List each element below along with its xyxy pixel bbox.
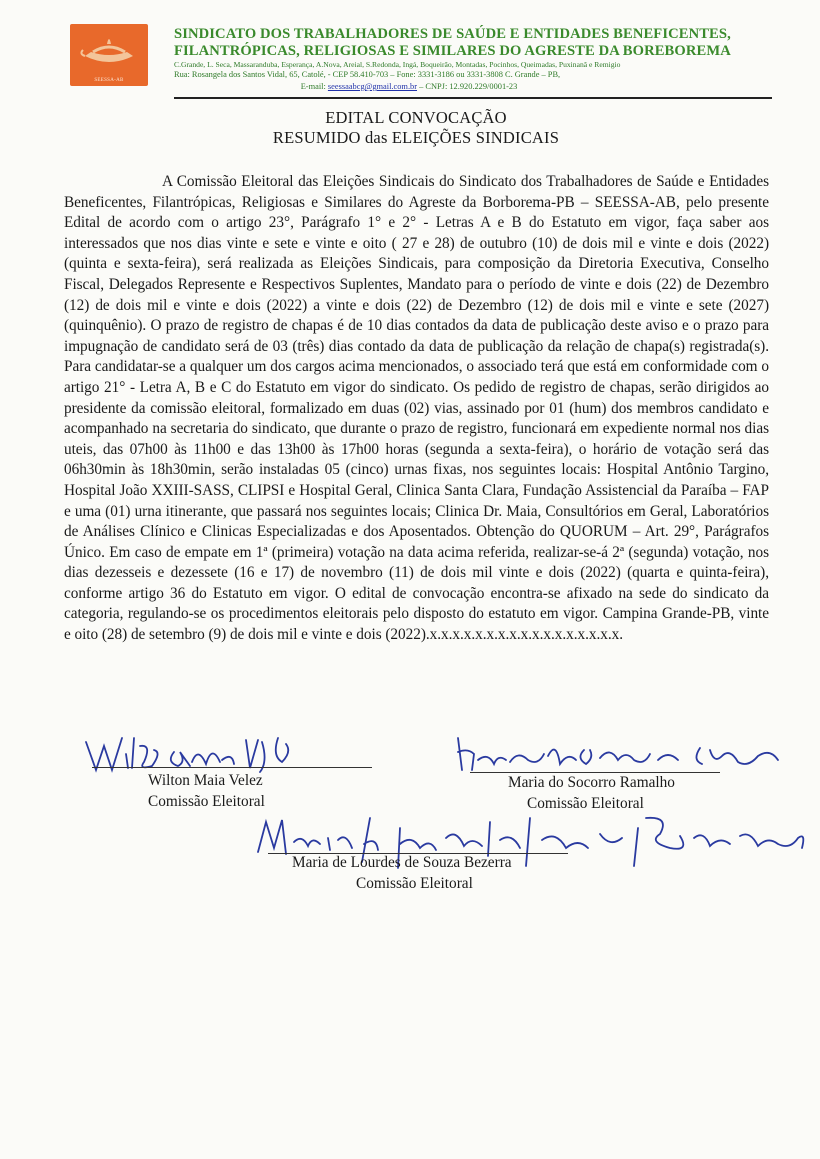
- cnpj: – CNPJ: 12.920.229/0001-23: [419, 82, 518, 91]
- union-logo: [70, 24, 148, 86]
- signatory-name: Maria de Lourdes de Souza Bezerra: [292, 854, 512, 871]
- edital-body: A Comissão Eleitoral das Eleições Sindicais do Sindicato dos Trabalhadores de Saúde e Entidades Beneficentes, Filantrópicas, Religiosas e Similares do Agreste da Borborema-PB – SEESSA-AB, pelo presente Edital de acordo com o artigo 23°, Parágrafo 1° e 2° - Letras A e B do Estatuto em vigor, faça saber aos interessados que nos dias vinte e sete e vinte e oito ( 27 e 28) de outubro (10) de dois mil e vinte e dois (2022) (quinta e sexta-feira), será realizada as Eleições Sindicais, para composição da Diretoria Executiva, Conselho Fiscal, Delegados Represente e Respectivos Suplentes, Mandato para o período de vinte e dois (22) de Dezembro (12) de dois mil e vinte e dois (2022) a vinte e dois (22) de Dezembro (12) de dois mil e vinte e sete (2027) (quinquênio). O prazo de registro de chapas é de 10 dias contados da data de publicação deste aviso e o prazo para impugnação de candidato será de 03 (três) dias contado da data de publicação da relação de chapa(s) registrada(s). Para candidatar-se a qualquer um dos cargos acima mencionados, o associado terá que está em conformidade com o artigo 21° - Letra A, B e C do Estatuto em vigor do sindicato. Os pedido de registro de chapas, serão dirigidos ao presidente da comissão eleitoral, formalizado em duas (02) vias, assinado por 01 (hum) dos membros candidato e acompanhado na secretaria do sindicato, que durante o prazo de registro, funcionará em expediente normal nos dias uteis, das 07h00 às 11h00 e das 13h00 às 17h00 horas (segunda a sexta-feira), o horário de votação será das 06h30min às 18h30min, serão instaladas 05 (cinco) urnas fixas, nos seguintes locais: Hospital Antônio Targino, Hospital João XXIII-SASS, CLIPSI e Hospital Geral, Clinica Santa Clara, Fundação Assistencial da Paraíba – FAP e uma (01) urna itinerante, que passará nos seguintes locais; Clinica Dr. Maia, Consultórios em Geral, Laboratórios de Análises Clínico e Clinicas Especializadas e dos Aposentados. Obtenção do QUORUM – Art. 29°, Parágrafos Único. Em caso de empate em 1ª (primeira) votação na data acima referida, realizar-se-á 2ª (segunda) votação, nos dias dezesseis e dezessete (16 e 17) de novembro (11) de dois mil vinte e dois (2022) (quarta e quinta-feira), conforme artigo 36 do Estatuto em vigor. O edital de convocação encontra-se afixado na sede do sindicato da categoria, regulando-se os procedimentos eleitorais pelo disposto do estatuto em vigor. Campina Grande-PB, vinte e oito (28) de setembro (9) de dois mil e vinte e dois (2022).x.x.x.x.x.x.x.x.x.x.x.x.x.x.x.x.x.: [64, 173, 769, 644]
- letterhead: [64, 22, 774, 98]
- signature-socorro: [448, 730, 788, 778]
- document-title: [0, 108, 820, 148]
- signatory-name: Wilton Maia Velez: [148, 772, 263, 789]
- organization-name: [174, 26, 774, 60]
- contact-line: [174, 82, 644, 91]
- address: Rua: Rosangela dos Santos Vidal, 65, Catolé, - CEP 58.410-703 – Fone: 3331-3186 ou 3331-3808 C. Grande – PB,: [174, 70, 561, 79]
- email-label: E-mail:: [300, 82, 326, 91]
- org-line-2: FILANTRÓPICAS, RELIGIOSAS E SIMILARES DO AGRESTE DA BOREBOREMA: [174, 43, 731, 59]
- cities-list: C.Grande, L. Seca, Massaranduba, Esperança, A.Nova, Areial, S.Redonda, Ingá, Boqueirão, Montadas, Pocinhos, Queimadas, Puxinanã e Remigio: [174, 60, 621, 69]
- email-link[interactable]: seessaabcg@gmail.com.br: [327, 82, 418, 91]
- signatory-name: Maria do Socorro Ramalho: [508, 774, 675, 791]
- lamp-icon: [79, 30, 139, 72]
- logo-text: SEESSA-AB: [94, 78, 124, 83]
- signatory-role: Comissão Eleitoral: [148, 793, 265, 810]
- signature-line: [92, 767, 372, 768]
- signatory-role: Comissão Eleitoral: [527, 795, 644, 812]
- title-line-1: EDITAL CONVOCAÇÃO: [325, 108, 507, 127]
- signatory-role: Comissão Eleitoral: [356, 875, 473, 892]
- title-line-2: RESUMIDO das ELEIÇÕES SINDICAIS: [272, 128, 560, 147]
- org-line-1: SINDICATO DOS TRABALHADORES DE SAÚDE E ENTIDADES BENEFICENTES,: [174, 26, 731, 42]
- header-rule: [174, 97, 772, 99]
